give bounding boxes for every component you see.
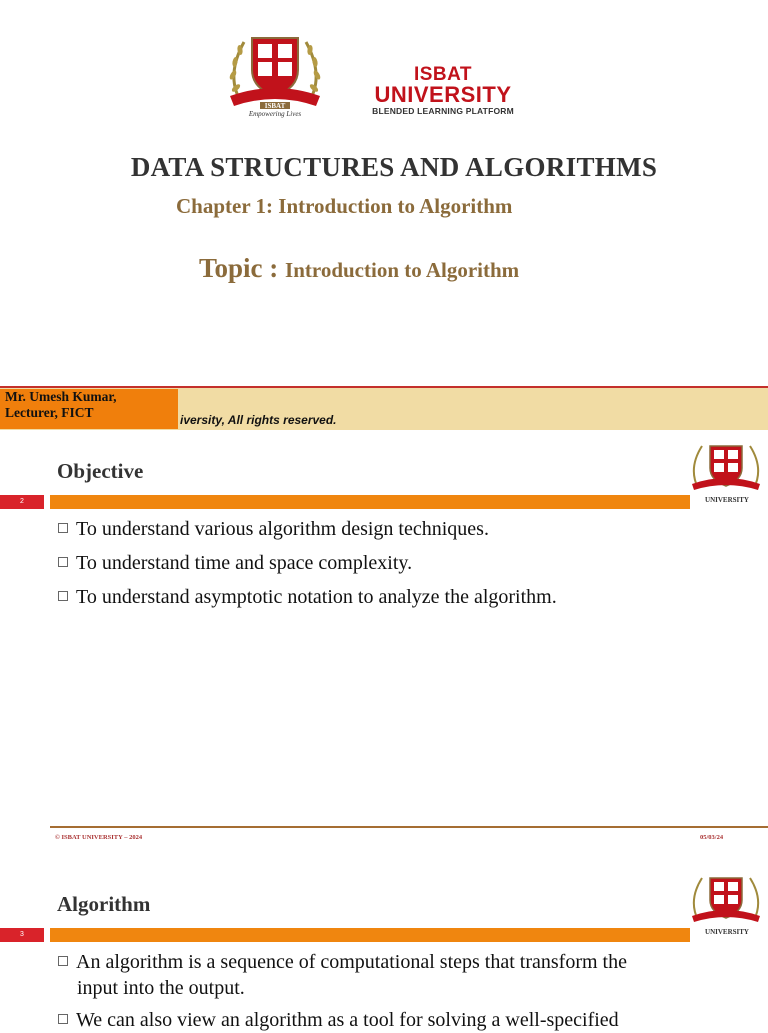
- slide-footer-line: [50, 826, 768, 828]
- crest-tagline: Empowering Lives: [248, 110, 302, 118]
- author-name: Mr. Umesh Kumar,: [5, 389, 117, 404]
- square-bullet-icon: [58, 557, 68, 567]
- objective-bullets: [58, 515, 557, 611]
- copyright-text: © ISBAT UNIVERSITY – 2024: [55, 834, 143, 841]
- slide-number-badge: 3: [0, 928, 44, 942]
- brand-line-university: UNIVERSITY: [374, 82, 512, 107]
- rights-text: iversity, All rights reserved.: [180, 413, 337, 427]
- list-item: An algorithm is a sequence of computational steps that transform the: [58, 949, 728, 975]
- chapter-title: Chapter 1: Introduction to Algorithm: [176, 194, 513, 218]
- crest-banner-text: ISBAT: [264, 102, 286, 110]
- list-item: To understand time and space complexity.: [58, 549, 557, 577]
- slide-header-bar: [50, 495, 690, 509]
- square-bullet-icon: [58, 1014, 68, 1024]
- topic-value: Introduction to Algorithm: [285, 258, 520, 282]
- slide-date: 05/03/24: [700, 834, 724, 841]
- brand-line-platform: BLENDED LEARNING PLATFORM: [372, 106, 514, 116]
- slide-title-algorithm: Algorithm: [57, 892, 151, 916]
- slide-header-bar: [50, 928, 690, 942]
- topic-line: [199, 253, 519, 284]
- topic-label: Topic :: [199, 253, 286, 283]
- brand-line-isbat: ISBAT: [413, 64, 473, 85]
- square-bullet-icon: [58, 523, 68, 533]
- author-role: Lecturer, FICT: [5, 405, 94, 420]
- algorithm-bullets: [58, 949, 747, 1033]
- square-bullet-icon: [58, 956, 68, 966]
- list-item: We can also view an algorithm as a tool for solving a well-specified: [58, 1007, 728, 1033]
- list-item-continuation: input into the output.: [77, 977, 245, 999]
- slide-number-badge: 2: [0, 495, 44, 509]
- list-item: To understand various algorithm design techniques.: [58, 515, 557, 543]
- small-logo-caption: UNIVERSITY: [705, 928, 749, 936]
- slide-title-objective: Objective: [57, 459, 144, 483]
- university-wordmark: [343, 66, 543, 116]
- square-bullet-icon: [58, 591, 68, 601]
- small-logo-caption: UNIVERSITY: [705, 496, 749, 504]
- list-item: To understand asymptotic notation to analyze the algorithm.: [58, 583, 557, 611]
- author-box: [0, 389, 178, 429]
- course-title: DATA STRUCTURES AND ALGORITHMS: [130, 152, 658, 182]
